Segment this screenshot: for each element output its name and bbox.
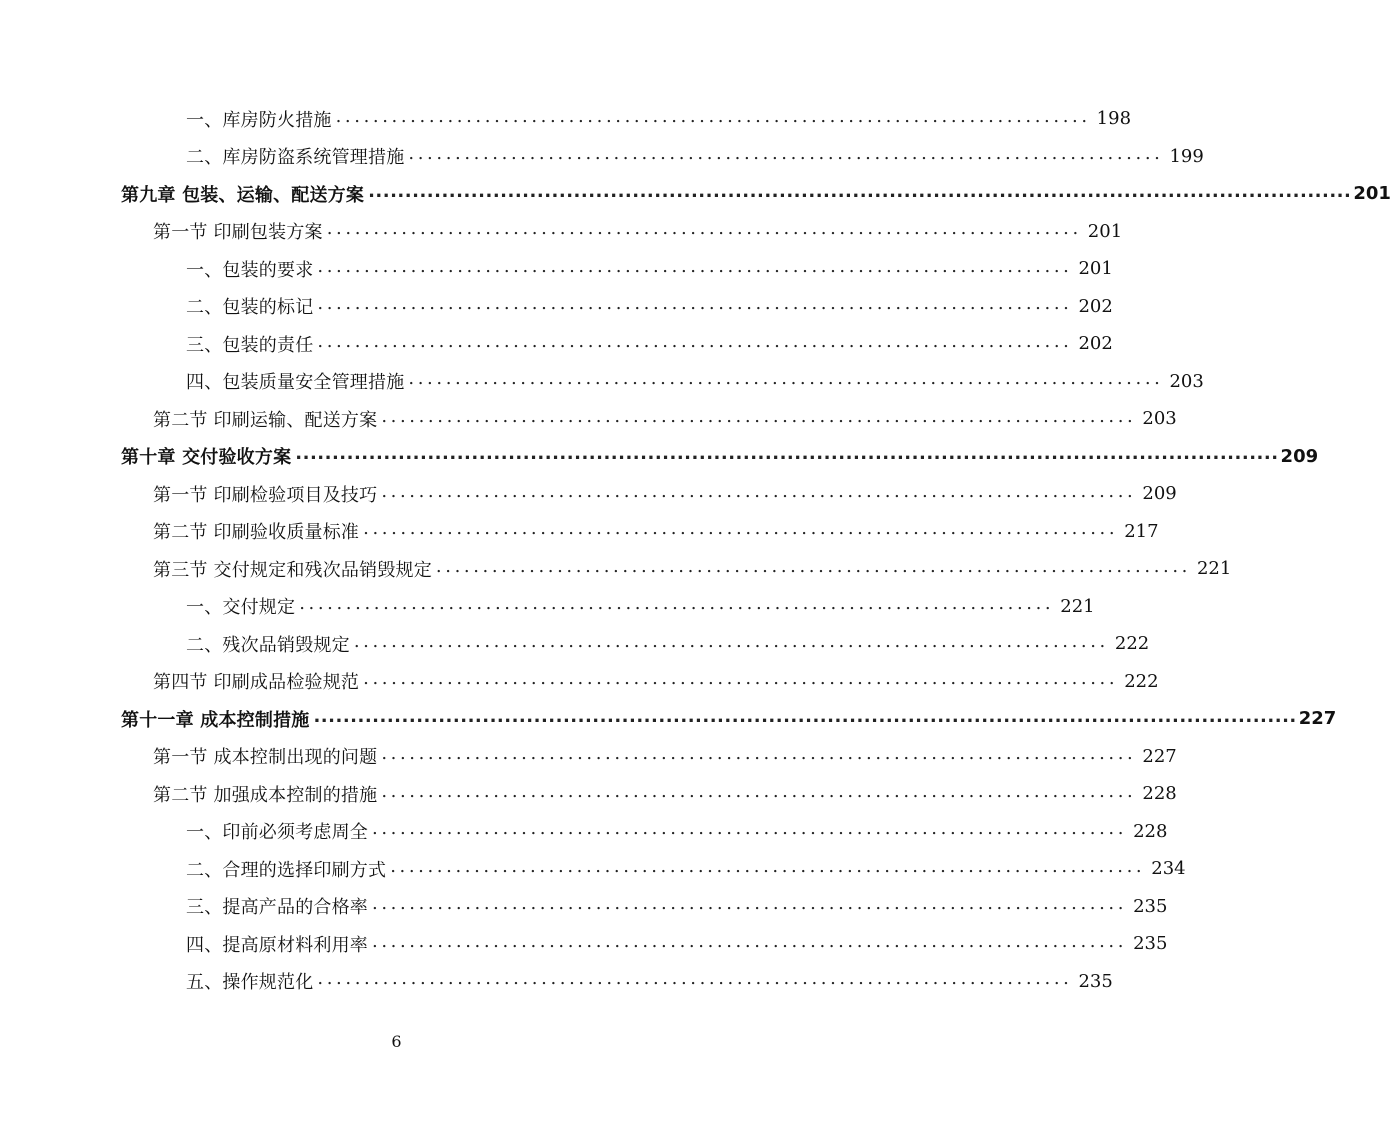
toc-entry[interactable] xyxy=(0,513,1159,551)
page-number: 6 xyxy=(391,1032,402,1051)
dot-leader: ................................................................................. xyxy=(299,593,1055,615)
toc-entry-title: 第二节 加强成本控制的措施 xyxy=(153,781,381,807)
toc-entry-page: 228 xyxy=(1133,820,1168,842)
toc-entry-page: 222 xyxy=(1114,633,1150,655)
toc-entry-page: 217 xyxy=(1124,520,1159,542)
dot-leader: ................................................................................. xyxy=(372,818,1128,840)
toc-entry-page: 234 xyxy=(1151,858,1186,880)
toc-entry[interactable] xyxy=(0,888,1168,926)
toc-entry-page: 209 xyxy=(1142,483,1177,505)
toc-entry-page: 235 xyxy=(1133,895,1168,917)
toc-chapter-page: 227 xyxy=(1298,708,1337,730)
toc-chapter-title: 第十一章 成本控制措施 xyxy=(121,706,313,732)
dot-leader: ................................................................................. xyxy=(381,780,1137,802)
toc-entry[interactable] xyxy=(0,363,1204,401)
dot-leader: ................................................................................. xyxy=(381,405,1137,427)
dot-leader: ...................................................................................................................................... xyxy=(313,705,1297,727)
toc-entry-title: 第一节 印刷包装方案 xyxy=(153,218,327,244)
toc-entry-title: 四、包装质量安全管理措施 xyxy=(186,368,408,394)
toc-entry-title: 三、包装的责任 xyxy=(186,331,317,357)
dot-leader: ................................................................................. xyxy=(435,555,1191,577)
toc-entry[interactable] xyxy=(0,625,1150,663)
toc-entry-title: 第四节 印刷成品检验规范 xyxy=(153,668,363,694)
dot-leader: ................................................................................. xyxy=(317,293,1073,315)
toc-chapter-page: 209 xyxy=(1280,445,1319,467)
toc-entry-page: 235 xyxy=(1078,970,1113,992)
toc-entry[interactable] xyxy=(0,250,1113,288)
dot-leader: ................................................................................. xyxy=(363,518,1119,540)
toc-entry-page: 202 xyxy=(1078,333,1113,355)
dot-leader: ................................................................................. xyxy=(317,330,1073,352)
toc-entry-page: 221 xyxy=(1060,595,1095,617)
dot-leader: ................................................................................. xyxy=(326,218,1082,240)
toc-entry[interactable] xyxy=(0,100,1132,138)
toc-entry[interactable] xyxy=(0,775,1177,813)
dot-leader: ................................................................................. xyxy=(353,630,1109,652)
toc-entry[interactable] xyxy=(0,925,1168,963)
toc-entry-page: 203 xyxy=(1169,370,1204,392)
toc-chapter-title: 第十章 交付验收方案 xyxy=(121,443,295,469)
toc-entry[interactable] xyxy=(0,663,1159,701)
toc-entry[interactable] xyxy=(0,738,1177,776)
dot-leader: ................................................................................. xyxy=(317,968,1073,990)
dot-leader: ................................................................................. xyxy=(363,668,1119,690)
toc-entry-title: 四、提高原材料利用率 xyxy=(186,931,372,957)
toc-entry-page: 201 xyxy=(1087,220,1123,242)
toc-entry[interactable] xyxy=(0,588,1095,626)
toc-entry-title: 第一节 印刷检验项目及技巧 xyxy=(153,481,381,507)
toc-chapter-title: 第九章 包装、运输、配送方案 xyxy=(121,181,368,207)
toc-entry-page: 227 xyxy=(1142,745,1177,767)
toc-entry-page: 203 xyxy=(1142,408,1177,430)
dot-leader: ................................................................................. xyxy=(372,930,1128,952)
toc-entry[interactable] xyxy=(0,213,1123,251)
dot-leader: ...................................................................................................................................... xyxy=(295,443,1279,465)
toc-entry-page: 228 xyxy=(1142,783,1177,805)
toc-entry[interactable] xyxy=(0,850,1186,888)
dot-leader: ................................................................................. xyxy=(372,893,1128,915)
toc-entry-title: 一、包装的要求 xyxy=(186,256,317,282)
toc-entry-title: 二、合理的选择印刷方式 xyxy=(186,856,390,882)
toc-entry-title: 第一节 成本控制出现的问题 xyxy=(153,743,381,769)
toc-entry-title: 一、交付规定 xyxy=(186,593,299,619)
dot-leader: ................................................................................. xyxy=(381,743,1137,765)
table-of-contents xyxy=(0,100,1391,1000)
toc-entry[interactable] xyxy=(0,963,1113,1001)
dot-leader: ................................................................................. xyxy=(317,255,1073,277)
toc-entry[interactable] xyxy=(0,475,1177,513)
toc-entry-title: 一、印前必须考虑周全 xyxy=(186,818,372,844)
toc-chapter-page: 201 xyxy=(1353,183,1391,205)
dot-leader: ...................................................................................................................................... xyxy=(368,180,1352,202)
toc-entry-page: 221 xyxy=(1196,558,1232,580)
toc-entry-page: 199 xyxy=(1169,145,1204,167)
dot-leader: ................................................................................. xyxy=(408,368,1164,390)
dot-leader: ................................................................................. xyxy=(390,855,1146,877)
toc-entry-page: 235 xyxy=(1133,933,1168,955)
toc-entry-title: 二、包装的标记 xyxy=(186,293,317,319)
toc-entry-title: 第二节 印刷运输、配送方案 xyxy=(153,406,381,432)
toc-entry-title: 三、提高产品的合格率 xyxy=(186,893,372,919)
toc-entry[interactable] xyxy=(0,138,1204,176)
toc-entry-title: 第二节 印刷验收质量标准 xyxy=(153,518,363,544)
toc-entry[interactable] xyxy=(0,400,1177,438)
dot-leader: ................................................................................. xyxy=(381,480,1137,502)
dot-leader: ................................................................................. xyxy=(408,143,1164,165)
dot-leader: ................................................................................. xyxy=(335,105,1091,127)
toc-chapter-entry[interactable] xyxy=(0,175,1391,213)
toc-entry[interactable] xyxy=(0,813,1168,851)
toc-entry-title: 二、库房防盗系统管理措施 xyxy=(186,143,408,169)
toc-chapter-entry[interactable] xyxy=(0,700,1337,738)
toc-entry-page: 202 xyxy=(1078,295,1113,317)
toc-entry-title: 二、残次品销毁规定 xyxy=(186,631,354,657)
toc-entry[interactable] xyxy=(0,288,1113,326)
toc-entry[interactable] xyxy=(0,325,1113,363)
toc-chapter-entry[interactable] xyxy=(0,438,1319,476)
toc-entry-page: 222 xyxy=(1124,670,1159,692)
toc-entry-title: 一、库房防火措施 xyxy=(186,106,336,132)
toc-entry-title: 第三节 交付规定和残次品销毁规定 xyxy=(153,556,436,582)
toc-entry-page: 201 xyxy=(1078,258,1113,280)
toc-entry-page: 198 xyxy=(1096,108,1132,130)
toc-entry[interactable] xyxy=(0,550,1232,588)
toc-entry-title: 五、操作规范化 xyxy=(186,968,317,994)
